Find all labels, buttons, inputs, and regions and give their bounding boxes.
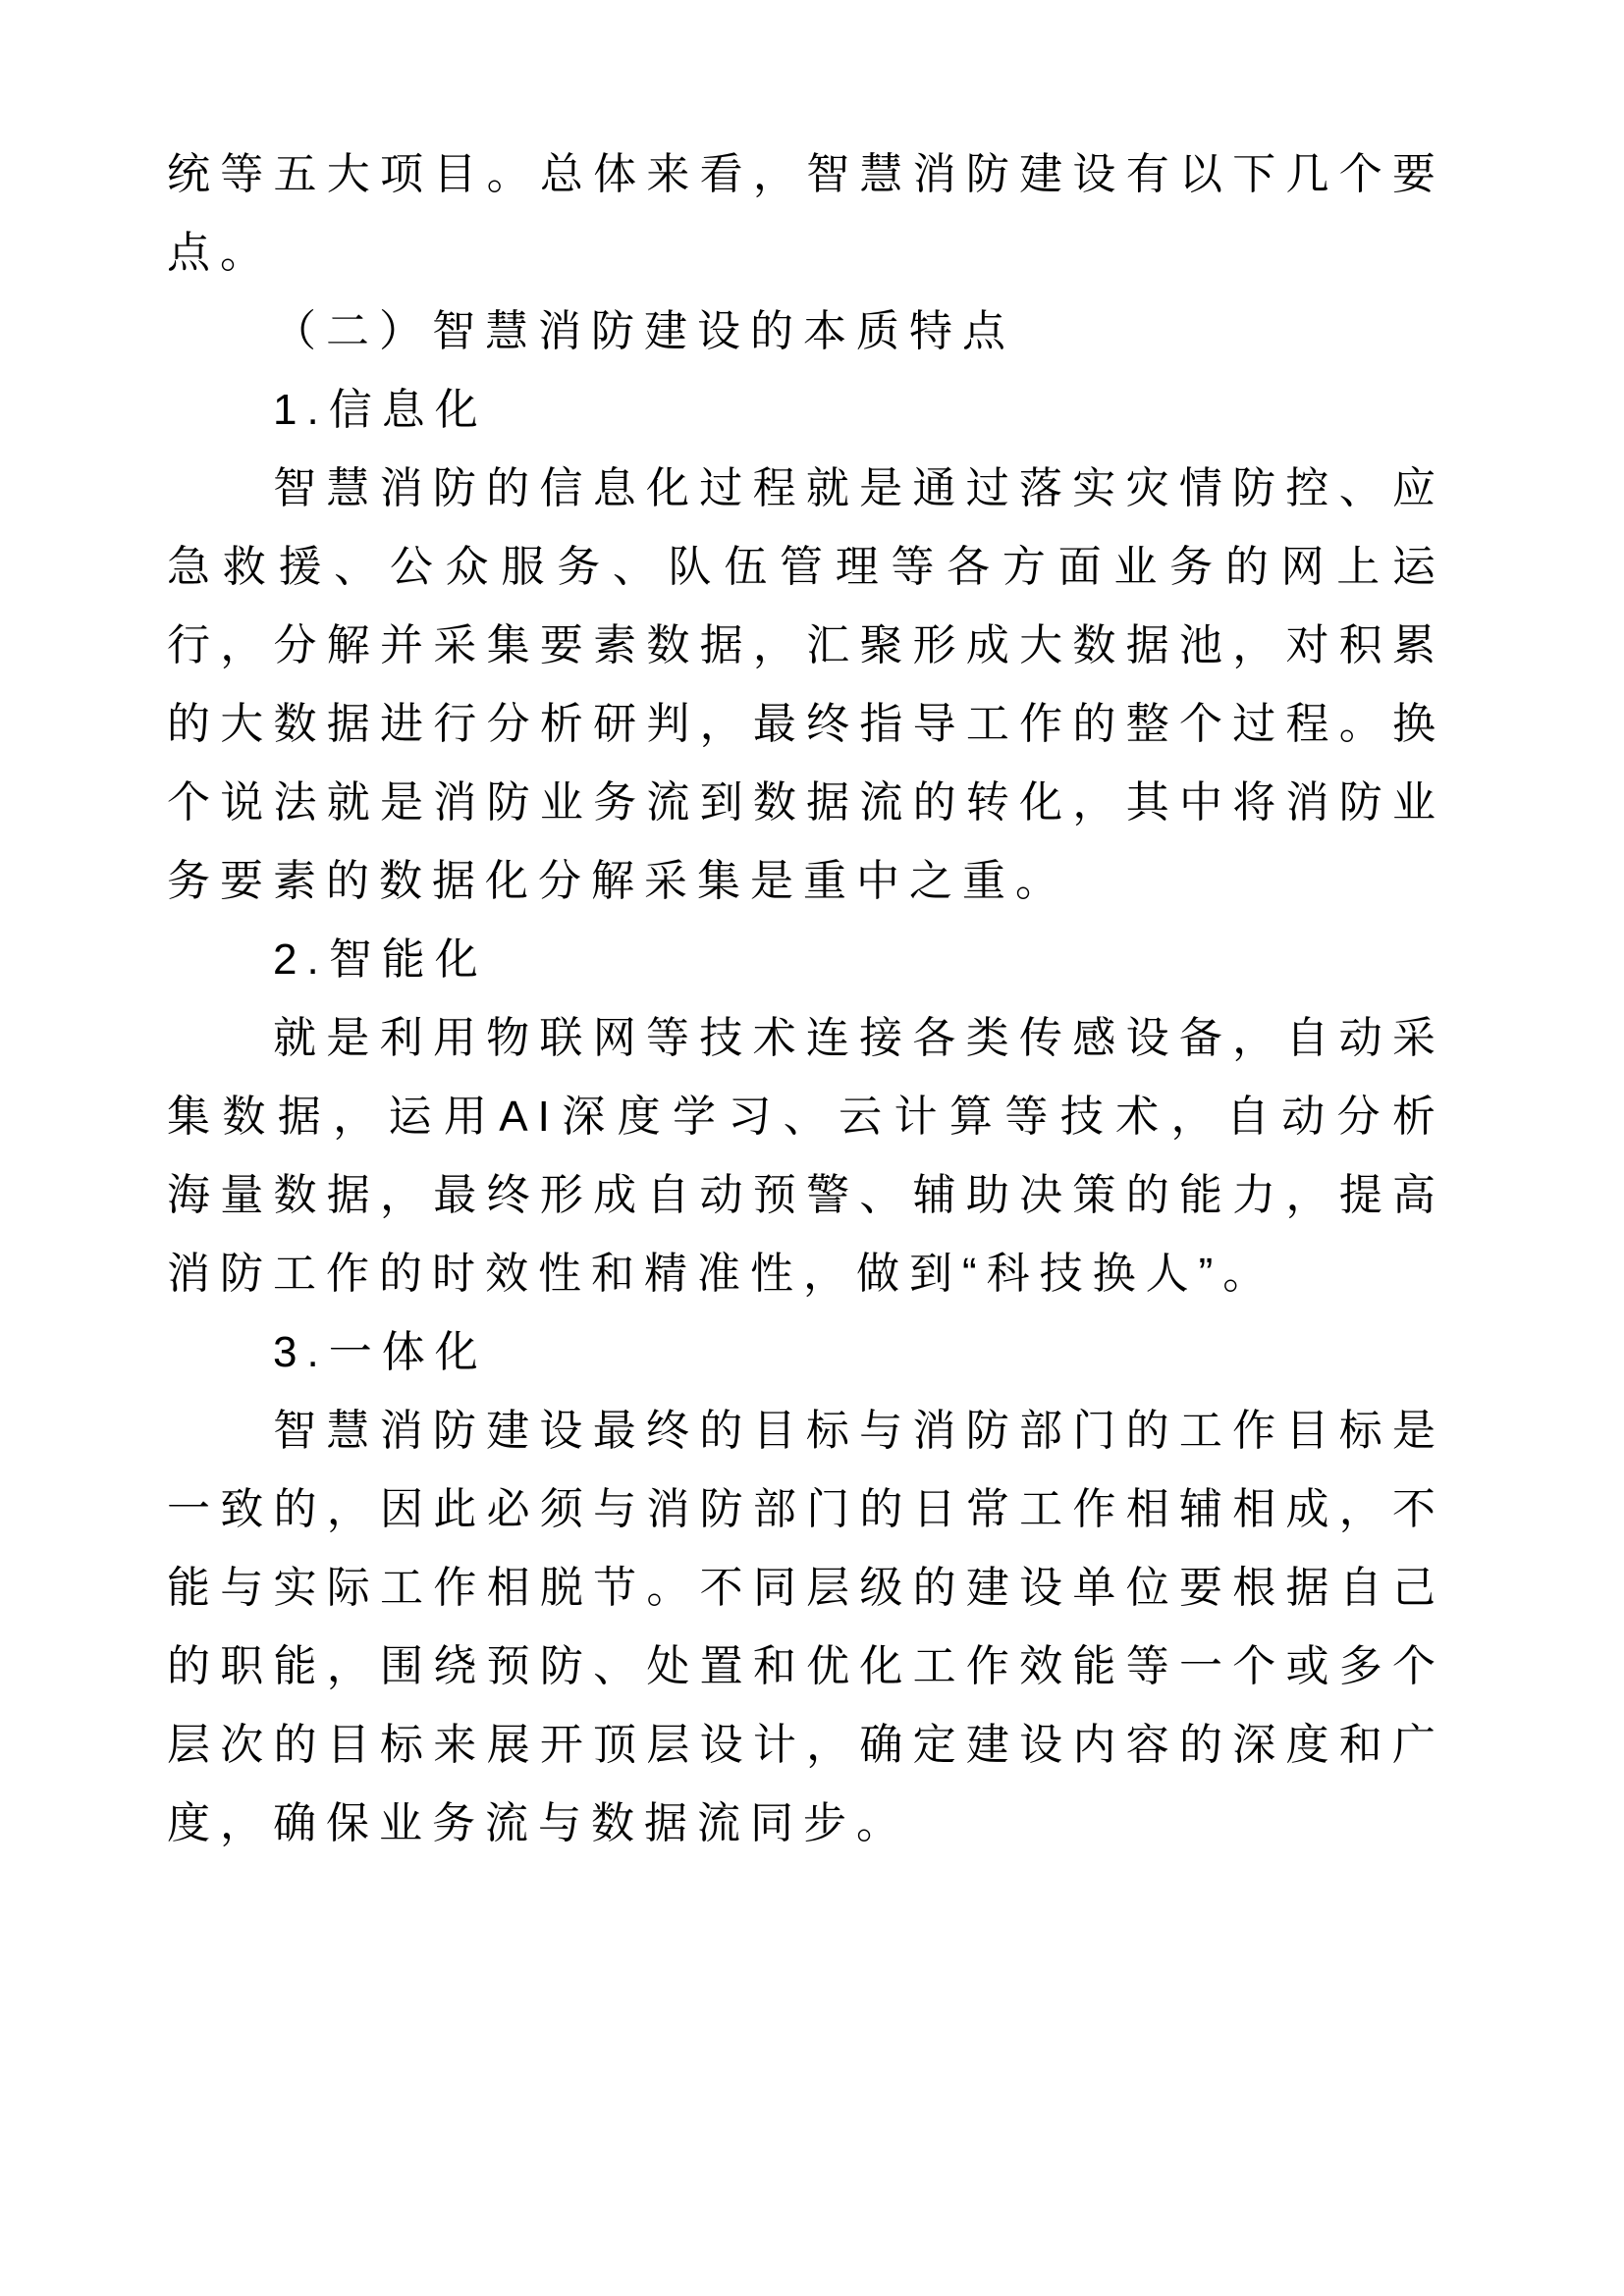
section-heading: （二）智慧消防建设的本质特点 bbox=[273, 307, 1015, 355]
paragraph-intelligentization-body: 就是利用物联网等技术连接各类传感设备，自动采集数据，运用AI深度学习、云计算等技术，自动分析海量数据，最终形成自动预警、辅助决策的能力，提高消防工作的时效性和精准性，做到“科技换人”。 bbox=[167, 1014, 1445, 1298]
paragraph-informatization-body: 智慧消防的信息化过程就是通过落实灾情防控、应急救援、公众服务、队伍管理等各方面业务的网上运行，分解并采集要素数据，汇聚形成大数据池，对积累的大数据进行分析研判，最终指导工作的整个过程。换个说法就是消防业务流到数据流的转化，其中将消防业务要素的数据化分解采集是重中之重。 bbox=[167, 464, 1445, 905]
subheading-integration: 3.一体化 bbox=[273, 1328, 488, 1376]
subheading-informatization: 1.信息化 bbox=[273, 386, 488, 434]
paragraph-continuation: 统等五大项目。总体来看，智慧消防建设有以下几个要点。 bbox=[167, 150, 1445, 277]
subheading-intelligentization: 2.智能化 bbox=[273, 935, 488, 984]
paragraph-integration-body: 智慧消防建设最终的目标与消防部门的工作目标是一致的，因此必须与消防部门的日常工作相辅相成，不能与实际工作相脱节。不同层级的建设单位要根据自己的职能，围绕预防、处置和优化工作效能等一个或多个层次的目标来展开顶层设计，确定建设内容的深度和广度，确保业务流与数据流同步。 bbox=[167, 1407, 1445, 1847]
